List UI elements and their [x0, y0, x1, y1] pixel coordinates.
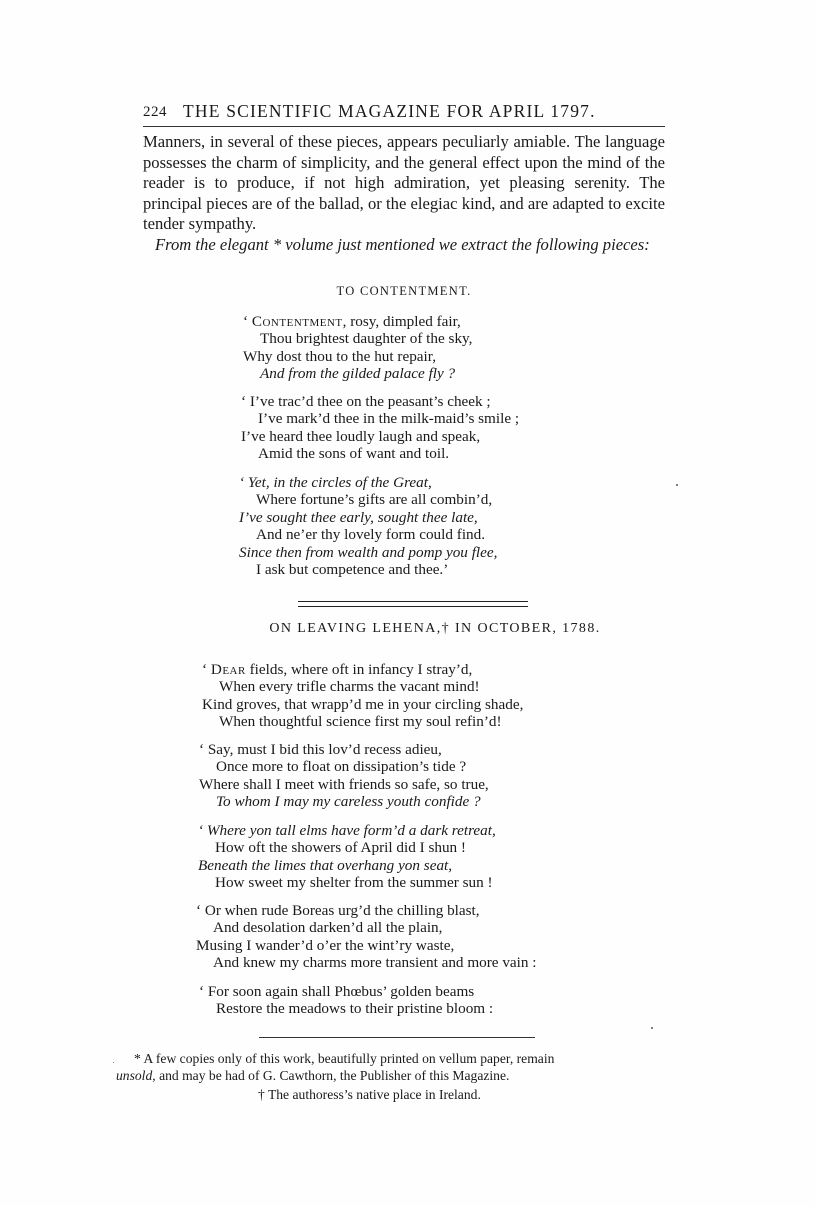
- poem-line: When thoughtful science first my soul refin’d!: [219, 713, 502, 731]
- poem2-stanza-2: [199, 741, 489, 811]
- paragraph-2: From the elegant * volume just mentioned we extract the following pieces:: [155, 234, 650, 254]
- section-divider: [298, 601, 528, 607]
- poem-line: And from the gilded palace fly ?: [260, 365, 456, 383]
- poem-line: Kind groves, that wrapp’d me in your circling shade,: [202, 695, 524, 713]
- poem-line: ‘ Contentment, rosy, dimpled fair,: [243, 313, 461, 330]
- poem-title-lehena: ON LEAVING LEHENA,† IN OCTOBER, 1788.: [269, 621, 601, 636]
- lead-word: Dear: [210, 661, 246, 678]
- scan-speck: [113, 1062, 114, 1063]
- poem-line: How oft the showers of April did I shun !: [215, 839, 466, 857]
- poem2-stanza-4: [196, 902, 537, 972]
- footnote-1-line-2: [116, 1067, 666, 1084]
- poem-line: To whom I may my careless youth confide ?: [216, 793, 481, 811]
- poem-line: I’ve mark’d thee in the milk-maid’s smile ;: [258, 410, 520, 428]
- poem-line: I’ve sought thee early, sought thee late,: [239, 508, 478, 526]
- line-rest: , rosy, dimpled fair,: [342, 313, 461, 330]
- poem-line: ‘ Yet, in the circles of the Great,: [239, 474, 432, 491]
- poem-line: Amid the sons of want and toil.: [258, 445, 450, 463]
- running-head: [143, 101, 665, 125]
- poem-line: Once more to float on dissipation’s tide ?: [216, 758, 467, 776]
- poem2-stanza-3: [198, 822, 496, 892]
- poem-line: ‘ Dear fields, where oft in infancy I stray’d,: [202, 661, 473, 678]
- poem-line: And desolation darken’d all the plain,: [213, 919, 443, 937]
- poem-line: Thou brightest daughter of the sky,: [260, 330, 473, 348]
- lead-word: Contentment: [251, 313, 343, 330]
- poem-line: ‘ Say, must I bid this lov’d recess adieu,: [199, 741, 442, 758]
- poem2-stanza-5: [199, 983, 493, 1018]
- footnote-italic-word: unsold: [116, 1068, 153, 1083]
- poem-line: Where fortune’s gifts are all combin’d,: [256, 491, 493, 509]
- poem-line: ‘ Or when rude Boreas urg’d the chilling blast,: [196, 902, 480, 919]
- poem-line: ‘ For soon again shall Phœbus’ golden beams: [199, 983, 475, 1000]
- poem-line: Where shall I meet with friends so safe, so true,: [199, 775, 489, 793]
- poem-title-contentment: TO CONTENTMENT.: [336, 284, 472, 298]
- poem-line: Since then from wealth and pomp you flee,: [239, 543, 498, 561]
- poem-line: ‘ Where yon tall elms have form’d a dark retreat,: [198, 822, 496, 839]
- header-rule: [143, 126, 665, 127]
- poem-line: I ask but competence and thee.’: [256, 561, 449, 579]
- poem-line: And knew my charms more transient and more vain :: [213, 954, 537, 972]
- poem2-stanza-1: [202, 661, 523, 731]
- running-title: THE SCIENTIFIC MAGAZINE FOR APRIL 1797.: [183, 101, 596, 121]
- poem1-stanza-1: [243, 313, 472, 383]
- prose-body: [143, 132, 665, 256]
- scan-speck: [676, 484, 678, 486]
- poem-line: Musing I wander’d o’er the wint’ry waste,: [196, 936, 455, 954]
- line-rest: fields, where oft in infancy I stray’d,: [245, 661, 473, 678]
- poem-line: I’ve heard thee loudly laugh and speak,: [241, 427, 481, 445]
- footnote-2: † The authoress’s native place in Ireland.: [258, 1087, 481, 1102]
- footnote-rule: [259, 1037, 535, 1038]
- poem-line: Restore the meadows to their pristine bloom :: [216, 1000, 494, 1018]
- poem-line: How sweet my shelter from the summer sun !: [215, 874, 493, 892]
- footnote-1-line-1: * A few copies only of this work, beautifully printed on vellum paper, remain: [134, 1051, 555, 1066]
- poem-line: And ne’er thy lovely form could find.: [256, 526, 486, 544]
- poem-line: When every trifle charms the vacant mind!: [219, 678, 480, 696]
- footnotes: [116, 1050, 666, 1103]
- paragraph-1: Manners, in several of these pieces, appears peculiarly amiable. The language possesses the charm of simplicity, and the general effect upon the mind of the reader is to produce, if not high admiration, yet pleasing serenity. The principal pieces are of the ballad, or the elegiac kind, and are adapted to excite tender sympathy.: [143, 132, 665, 234]
- poem-line: ‘ I’ve trac’d thee on the peasant’s cheek ;: [241, 393, 491, 410]
- scan-speck: [651, 1027, 653, 1029]
- poem-line: Why dost thou to the hut repair,: [243, 347, 436, 365]
- poem-line: Beneath the limes that overhang yon seat,: [198, 856, 453, 874]
- poem1-stanza-3: [239, 474, 497, 578]
- footnote-1-rest: , and may be had of G. Cawthorn, the Publisher of this Magazine.: [152, 1068, 510, 1083]
- poem1-stanza-2: [241, 393, 519, 463]
- page-number: 224: [143, 104, 167, 120]
